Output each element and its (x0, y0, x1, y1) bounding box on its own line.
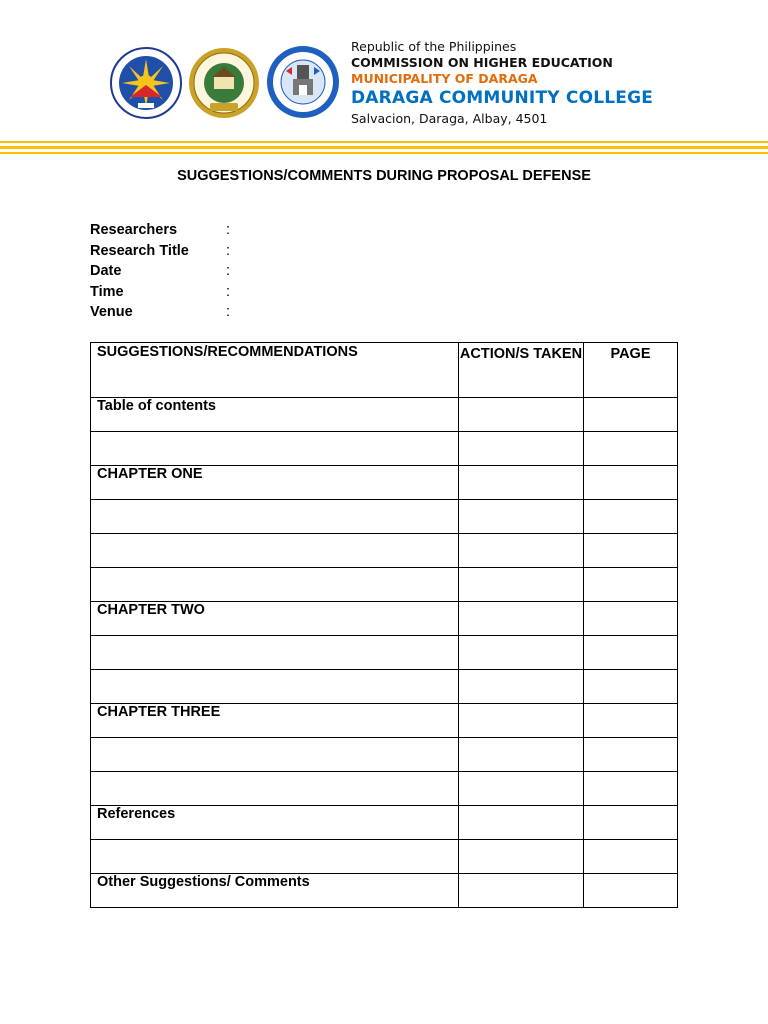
table-row (91, 874, 678, 908)
letterhead (0, 0, 768, 140)
republic-line: Republic of the Philippines (351, 39, 517, 54)
suggestion-cell[interactable] (91, 840, 459, 874)
row-label: CHAPTER ONE (97, 466, 203, 482)
ched-line: COMMISSION ON HIGHER EDUCATION (351, 55, 613, 70)
suggestion-cell[interactable] (91, 466, 459, 500)
field-colon: : (226, 283, 231, 300)
table-row (91, 636, 678, 670)
suggestion-cell[interactable] (91, 568, 459, 602)
table-row (91, 398, 678, 432)
table-row (91, 500, 678, 534)
header-rule-top (0, 141, 768, 143)
page-cell[interactable] (584, 466, 678, 500)
row-label: References (97, 806, 176, 822)
suggestion-cell[interactable] (91, 636, 459, 670)
field-venue (90, 302, 230, 323)
row-label: Other Suggestions/ Comments (97, 874, 310, 890)
action-taken-cell[interactable] (459, 602, 584, 636)
action-taken-cell[interactable] (459, 874, 584, 908)
header-rule-bottom (0, 152, 768, 154)
info-fields (90, 220, 230, 323)
page-cell[interactable] (584, 568, 678, 602)
suggestions-table (90, 342, 678, 908)
suggestion-cell[interactable] (91, 432, 459, 466)
table-row (91, 670, 678, 704)
action-taken-cell[interactable] (459, 806, 584, 840)
table-row (91, 772, 678, 806)
row-label: CHAPTER THREE (97, 704, 221, 720)
suggestion-cell[interactable] (91, 874, 459, 908)
municipality-line: MUNICIPALITY OF DARAGA (351, 71, 538, 86)
daraga-community-college-seal-icon (266, 45, 340, 119)
field-colon: : (226, 242, 231, 259)
table-row (91, 466, 678, 500)
suggestion-cell[interactable] (91, 398, 459, 432)
table-row (91, 602, 678, 636)
suggestion-cell[interactable] (91, 738, 459, 772)
action-taken-cell[interactable] (459, 636, 584, 670)
action-taken-cell[interactable] (459, 704, 584, 738)
page-cell[interactable] (584, 398, 678, 432)
suggestion-cell[interactable] (91, 500, 459, 534)
college-address: Salvacion, Daraga, Albay, 4501 (351, 111, 548, 126)
field-researchers (90, 220, 230, 241)
table-row (91, 738, 678, 772)
action-taken-cell[interactable] (459, 466, 584, 500)
page-cell[interactable] (584, 500, 678, 534)
page-cell[interactable] (584, 840, 678, 874)
suggestion-cell[interactable] (91, 670, 459, 704)
college-name: DARAGA COMMUNITY COLLEGE (351, 88, 654, 108)
field-colon: : (226, 222, 231, 239)
row-label: Table of contents (97, 398, 216, 414)
suggestion-cell[interactable] (91, 602, 459, 636)
field-label: Date (90, 263, 122, 280)
page-cell[interactable] (584, 806, 678, 840)
action-taken-cell[interactable] (459, 432, 584, 466)
action-taken-cell[interactable] (459, 534, 584, 568)
field-time (90, 282, 230, 303)
field-colon: : (226, 304, 231, 321)
letterhead-text (351, 39, 653, 127)
header-rule-middle (0, 146, 768, 149)
action-taken-cell[interactable] (459, 840, 584, 874)
table-row (91, 704, 678, 738)
daraga-municipal-seal-icon (188, 47, 260, 119)
field-research-title (90, 241, 230, 262)
field-label: Researchers (90, 222, 178, 239)
field-label: Time (90, 283, 124, 300)
column-header-actions: ACTION/S TAKEN (459, 343, 584, 398)
table-row (91, 534, 678, 568)
table-row (91, 568, 678, 602)
column-header-suggestions: SUGGESTIONS/RECOMMENDATIONS (91, 343, 459, 398)
column-header-page: PAGE (584, 343, 678, 398)
page-cell[interactable] (584, 874, 678, 908)
page-cell[interactable] (584, 602, 678, 636)
page-cell[interactable] (584, 534, 678, 568)
table-header-row (91, 343, 678, 398)
action-taken-cell[interactable] (459, 500, 584, 534)
page-cell[interactable] (584, 704, 678, 738)
action-taken-cell[interactable] (459, 772, 584, 806)
page-cell[interactable] (584, 772, 678, 806)
field-colon: : (226, 263, 231, 280)
table-row (91, 806, 678, 840)
field-date (90, 261, 230, 282)
ched-seal-icon (110, 47, 182, 119)
action-taken-cell[interactable] (459, 398, 584, 432)
row-label: CHAPTER TWO (97, 602, 205, 618)
page-cell[interactable] (584, 636, 678, 670)
action-taken-cell[interactable] (459, 568, 584, 602)
table-row (91, 840, 678, 874)
suggestion-cell[interactable] (91, 704, 459, 738)
table-body (91, 398, 678, 908)
suggestion-cell[interactable] (91, 772, 459, 806)
page-cell[interactable] (584, 670, 678, 704)
page-cell[interactable] (584, 432, 678, 466)
suggestion-cell[interactable] (91, 534, 459, 568)
page-cell[interactable] (584, 738, 678, 772)
field-label: Venue (90, 304, 133, 321)
action-taken-cell[interactable] (459, 738, 584, 772)
suggestion-cell[interactable] (91, 806, 459, 840)
action-taken-cell[interactable] (459, 670, 584, 704)
table-row (91, 432, 678, 466)
document-title: SUGGESTIONS/COMMENTS DURING PROPOSAL DEFENSE (177, 168, 591, 184)
field-label: Research Title (90, 242, 189, 259)
